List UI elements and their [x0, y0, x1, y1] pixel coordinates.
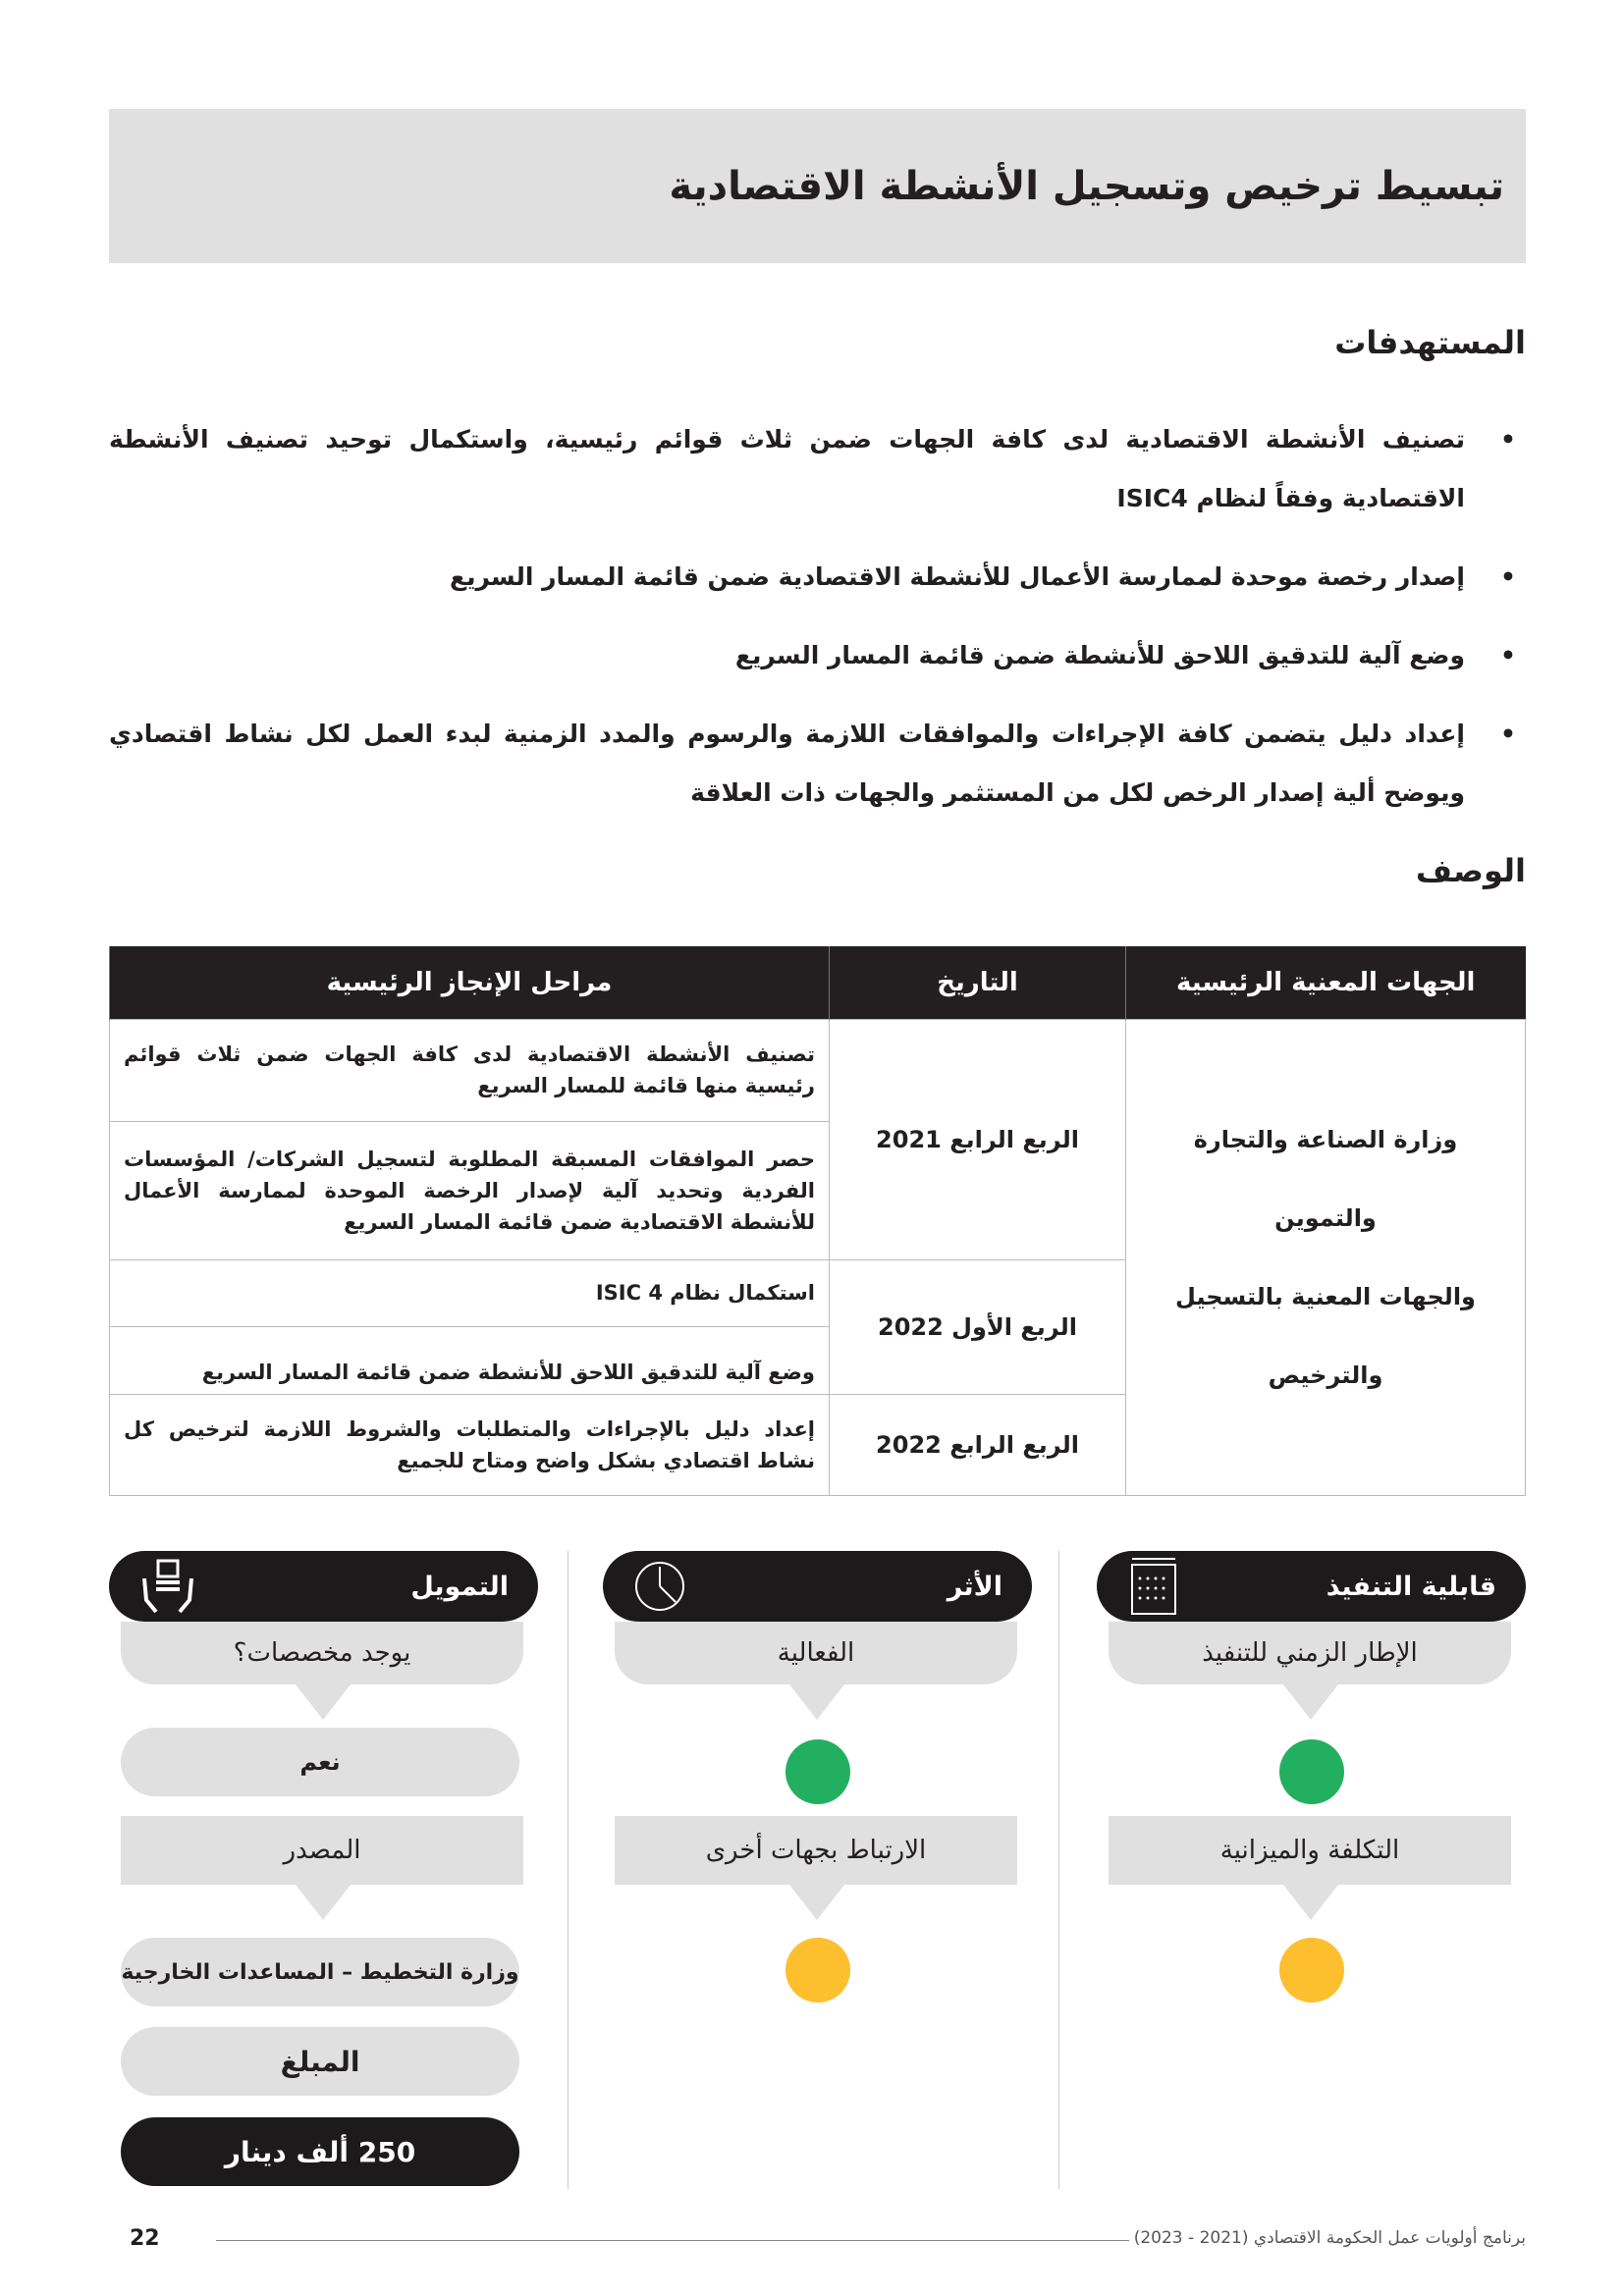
cost-status-yellow — [1279, 1938, 1344, 2002]
table-header — [110, 946, 1526, 1019]
header-milestones: مراحل الإنجاز الرئيسية — [110, 946, 830, 1019]
entities-cell — [1126, 1019, 1526, 1495]
amount-label: المبلغ — [121, 2027, 519, 2096]
pointer — [296, 1684, 351, 1720]
pointer — [296, 1885, 351, 1920]
milestone-cell: استكمال نظام ISIC 4 — [110, 1259, 830, 1326]
effectiveness-status-green — [785, 1739, 850, 1804]
timeframe-status-green — [1279, 1739, 1344, 1804]
footer-rule — [216, 2240, 1129, 2241]
linkage-status-yellow — [785, 1938, 850, 2002]
header-date: التاريخ — [830, 946, 1126, 1019]
targets-heading: المستهدفات — [1334, 324, 1526, 361]
timeframe-label: الإطار الزمني للتنفيذ — [1109, 1622, 1511, 1684]
money-hands-icon — [138, 1557, 197, 1616]
linkage-label: الارتباط بجهات أخرى — [615, 1816, 1017, 1885]
entity-line: وزارة الصناعة والتجارة والتموين — [1193, 1125, 1458, 1232]
description-heading: الوصف — [1415, 852, 1526, 889]
pointer — [789, 1885, 844, 1920]
date-cell: الربع الرابع 2021 — [830, 1019, 1126, 1259]
date-cell: الربع الأول 2022 — [830, 1259, 1126, 1394]
date-cell: الربع الرابع 2022 — [830, 1394, 1126, 1495]
amount-value: 250 ألف دينار — [121, 2117, 519, 2186]
funding-header — [109, 1551, 538, 1622]
list-item: • وضع آلية للتدقيق اللاحق للأنشطة ضمن قائمة المسار السريع — [109, 626, 1526, 685]
targets-list — [109, 410, 1526, 842]
divider — [1058, 1551, 1059, 2189]
list-item: • إصدار رخصة موحدة لممارسة الأعمال للأنشطة الاقتصادية ضمن قائمة المسار السريع — [109, 548, 1526, 607]
entity-line: والجهات المعنية بالتسجيل والترخيص — [1175, 1282, 1476, 1389]
list-item: • إعداد دليل يتضمن كافة الإجراءات والموافقات اللازمة والرسوم والمدد الزمنية لبدء العمل لكل نشاط اقتصادي ويوضح ألية إصدار الرخص لكل من المستثمر والجهات ذات العلاقة — [109, 705, 1526, 823]
pointer — [789, 1684, 844, 1720]
clock-icon — [632, 1557, 691, 1616]
list-item: • تصنيف الأنشطة الاقتصادية لدى كافة الجهات ضمن ثلاث قوائم رئيسية، واستكمال توحيد تصنيف الأنشطة الاقتصادية وفقاً لنظام ISIC4 — [109, 410, 1526, 528]
feasibility-header — [1097, 1551, 1526, 1622]
allocations-question: يوجد مخصصات؟ — [121, 1622, 523, 1684]
cost-label: التكلفة والميزانية — [1109, 1816, 1511, 1885]
effectiveness-label: الفعالية — [615, 1622, 1017, 1684]
impact-title: الأثر — [947, 1571, 1002, 1602]
table-row — [110, 1019, 1526, 1121]
page-title: تبسيط ترخيص وتسجيل الأنشطة الاقتصادية — [669, 163, 1504, 209]
milestone-cell: تصنيف الأنشطة الاقتصادية لدى كافة الجهات ضمن ثلاث قوائم رئيسية منها قائمة للمسار السريع — [110, 1019, 830, 1121]
header-entities: الجهات المعنية الرئيسية — [1126, 946, 1526, 1019]
feasibility-title: قابلية التنفيذ — [1326, 1571, 1496, 1602]
impact-header — [603, 1551, 1032, 1622]
pointer — [1283, 1885, 1338, 1920]
title-banner — [109, 109, 1526, 263]
calendar-icon — [1126, 1555, 1185, 1618]
milestone-cell: حصر الموافقات المسبقة المطلوبة لتسجيل الشركات/ المؤسسات الفردية وتحديد آلية لإصدار الرخصة الموحدة لممارسة الأعمال للأنشطة الاقتصادية ضمن قائمة المسار السريع — [110, 1121, 830, 1259]
milestones-table — [109, 946, 1526, 1496]
source-label: المصدر — [121, 1816, 523, 1885]
milestone-cell: وضع آلية للتدقيق اللاحق للأنشطة ضمن قائمة المسار السريع — [110, 1326, 830, 1394]
funding-title: التمويل — [410, 1571, 509, 1602]
allocations-answer: نعم — [121, 1728, 519, 1796]
footer-program: برنامج أولويات عمل الحكومة الاقتصادي (2021 - 2023) — [1133, 2228, 1526, 2248]
pointer — [1283, 1684, 1338, 1720]
source-value: وزارة التخطيط – المساعدات الخارجية — [121, 1938, 519, 2006]
page-number: 22 — [130, 2226, 160, 2251]
milestone-cell: إعداد دليل بالإجراءات والمتطلبات والشروط اللازمة لترخيص كل نشاط اقتصادي بشكل واضح ومتاح للجميع — [110, 1394, 830, 1495]
